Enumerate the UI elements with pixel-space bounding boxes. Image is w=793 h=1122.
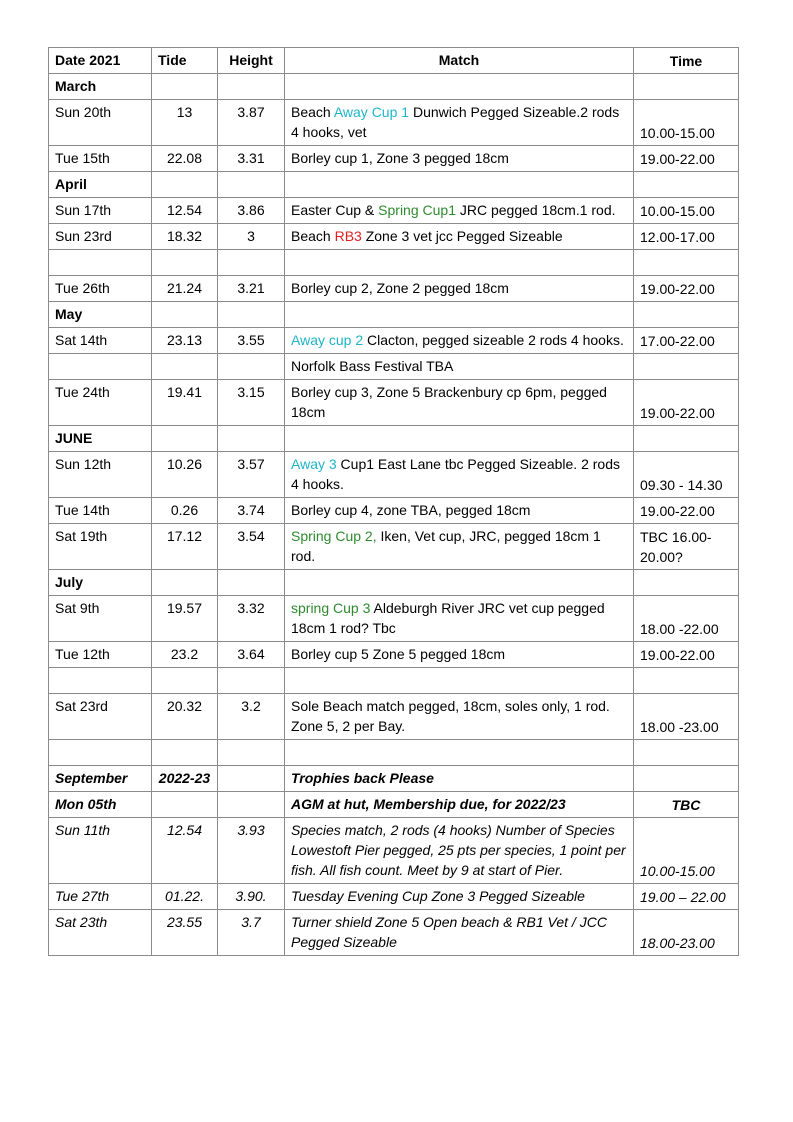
match-cell — [285, 766, 634, 792]
match-cell — [285, 74, 634, 100]
tide-cell — [152, 354, 218, 380]
tide-cell: 23.13 — [152, 328, 218, 354]
cup-highlight: RB3 — [334, 228, 362, 244]
time-cell — [634, 426, 739, 452]
match-text: Borley cup 5 Zone 5 pegged 18cm — [291, 646, 506, 662]
height-cell — [218, 426, 285, 452]
tide-cell: 23.2 — [152, 642, 218, 668]
match-text: Borley cup 3, Zone 5 Brackenbury cp 6pm, pegged 18cm — [291, 384, 607, 420]
height-cell — [218, 570, 285, 596]
fixture-row — [49, 884, 739, 910]
date-cell: Sat 9th — [49, 596, 152, 642]
match-cell — [285, 818, 634, 884]
match-text: Borley cup 4, zone TBA, pegged 18cm — [291, 502, 531, 518]
height-cell: 3.93 — [218, 818, 285, 884]
match-cell — [285, 198, 634, 224]
time-cell: 19.00-22.00 — [634, 276, 739, 302]
date-cell: Tue 27th — [49, 884, 152, 910]
fixture-row — [49, 198, 739, 224]
match-cell — [285, 694, 634, 740]
height-cell: 3.31 — [218, 146, 285, 172]
height-cell: 3.90. — [218, 884, 285, 910]
tide-cell: 19.41 — [152, 380, 218, 426]
time-cell: 19.00-22.00 — [634, 642, 739, 668]
fixture-row — [49, 766, 739, 792]
match-cell — [285, 740, 634, 766]
match-text: Iken, Vet cup, JRC, pegged 18cm 1 rod. — [291, 528, 601, 564]
tide-cell — [152, 74, 218, 100]
date-cell: Tue 24th — [49, 380, 152, 426]
fixture-row — [49, 792, 739, 818]
tide-cell: 01.22. — [152, 884, 218, 910]
cup-highlight: Away cup 2 — [291, 332, 364, 348]
time-cell — [634, 302, 739, 328]
cup-highlight: spring Cup 3 — [291, 600, 371, 616]
time-cell: 17.00-22.00 — [634, 328, 739, 354]
match-text: Turner shield Zone 5 Open beach & RB1 Vet / JCC Pegged Sizeable — [291, 914, 607, 950]
date-cell: Sun 17th — [49, 198, 152, 224]
header-match: Match — [285, 48, 634, 74]
time-cell — [634, 250, 739, 276]
date-cell: Tue 14th — [49, 498, 152, 524]
height-cell — [218, 766, 285, 792]
header-row — [49, 48, 739, 74]
height-cell — [218, 250, 285, 276]
month-section-row — [49, 426, 739, 452]
time-cell: TBC 16.00-20.00? — [634, 524, 739, 570]
time-cell: 19.00-22.00 — [634, 380, 739, 426]
tide-cell: 18.32 — [152, 224, 218, 250]
match-text: Cup1 East Lane tbc Pegged Sizeable. 2 rods 4 hooks. — [291, 456, 620, 492]
time-cell: TBC — [634, 792, 739, 818]
time-cell — [634, 172, 739, 198]
date-cell: Tue 15th — [49, 146, 152, 172]
match-cell — [285, 668, 634, 694]
date-cell: Tue 12th — [49, 642, 152, 668]
month-label: JUNE — [49, 426, 152, 452]
height-cell: 3.21 — [218, 276, 285, 302]
height-cell — [218, 792, 285, 818]
time-cell: 18.00 -23.00 — [634, 694, 739, 740]
height-cell: 3.57 — [218, 452, 285, 498]
height-cell: 3.15 — [218, 380, 285, 426]
date-cell: Sun 12th — [49, 452, 152, 498]
time-cell — [634, 74, 739, 100]
height-cell: 3.87 — [218, 100, 285, 146]
date-cell: Sat 19th — [49, 524, 152, 570]
tide-cell — [152, 426, 218, 452]
time-cell: 12.00-17.00 — [634, 224, 739, 250]
month-label: July — [49, 570, 152, 596]
date-cell: Sat 23th — [49, 910, 152, 956]
header-date: Date 2021 — [49, 48, 152, 74]
date-cell: Sun 23rd — [49, 224, 152, 250]
time-cell — [634, 570, 739, 596]
time-cell — [634, 354, 739, 380]
tide-cell: 22.08 — [152, 146, 218, 172]
month-section-row — [49, 570, 739, 596]
cup-highlight: Spring Cup 2, — [291, 528, 377, 544]
height-cell: 3.86 — [218, 198, 285, 224]
date-cell — [49, 740, 152, 766]
tide-cell — [152, 172, 218, 198]
fixture-row — [49, 694, 739, 740]
fixture-row — [49, 100, 739, 146]
header-tide: Tide — [152, 48, 218, 74]
time-cell — [634, 766, 739, 792]
tide-cell: 10.26 — [152, 452, 218, 498]
tide-cell: 23.55 — [152, 910, 218, 956]
match-cell — [285, 250, 634, 276]
month-section-row — [49, 302, 739, 328]
date-cell — [49, 354, 152, 380]
fixtures-table — [48, 47, 739, 956]
date-cell — [49, 250, 152, 276]
header-time: Time — [634, 48, 739, 74]
match-cell — [285, 354, 634, 380]
tide-cell: 12.54 — [152, 198, 218, 224]
match-text: Beach — [291, 228, 335, 244]
match-cell — [285, 570, 634, 596]
fixture-row — [49, 498, 739, 524]
time-cell: 19.00-22.00 — [634, 146, 739, 172]
height-cell — [218, 302, 285, 328]
match-text: Trophies back Please — [291, 770, 434, 786]
match-cell — [285, 146, 634, 172]
tide-cell: 2022-23 — [152, 766, 218, 792]
time-cell: 18.00-23.00 — [634, 910, 739, 956]
tide-cell: 0.26 — [152, 498, 218, 524]
height-cell — [218, 354, 285, 380]
date-cell — [49, 668, 152, 694]
cup-highlight: Spring Cup1 — [378, 202, 456, 218]
tide-cell — [152, 668, 218, 694]
match-cell — [285, 524, 634, 570]
date-cell: Mon 05th — [49, 792, 152, 818]
header-height: Height — [218, 48, 285, 74]
fixture-row — [49, 818, 739, 884]
height-cell: 3.32 — [218, 596, 285, 642]
height-cell: 3.55 — [218, 328, 285, 354]
tide-cell: 19.57 — [152, 596, 218, 642]
time-cell: 09.30 - 14.30 — [634, 452, 739, 498]
match-cell — [285, 276, 634, 302]
time-cell — [634, 740, 739, 766]
match-cell — [285, 498, 634, 524]
time-cell: 18.00 -22.00 — [634, 596, 739, 642]
time-cell — [634, 668, 739, 694]
match-text: Clacton, pegged sizeable 2 rods 4 hooks. — [363, 332, 624, 348]
date-cell: Sat 14th — [49, 328, 152, 354]
height-cell — [218, 74, 285, 100]
cup-highlight: Away 3 — [291, 456, 337, 472]
date-cell: Tue 26th — [49, 276, 152, 302]
month-label: April — [49, 172, 152, 198]
time-cell: 19.00-22.00 — [634, 498, 739, 524]
blank-row — [49, 250, 739, 276]
match-text: Tuesday Evening Cup Zone 3 Pegged Sizeable — [291, 888, 585, 904]
time-cell: 19.00 – 22.00 — [634, 884, 739, 910]
tide-cell: 12.54 — [152, 818, 218, 884]
match-text: Sole Beach match pegged, 18cm, soles only, 1 rod. Zone 5, 2 per Bay. — [291, 698, 610, 734]
time-cell: 10.00-15.00 — [634, 100, 739, 146]
match-cell — [285, 172, 634, 198]
tide-cell: 17.12 — [152, 524, 218, 570]
fixture-row — [49, 452, 739, 498]
month-section-row — [49, 172, 739, 198]
height-cell: 3.7 — [218, 910, 285, 956]
date-cell: Sun 11th — [49, 818, 152, 884]
match-text: Borley cup 2, Zone 2 pegged 18cm — [291, 280, 509, 296]
tide-cell: 21.24 — [152, 276, 218, 302]
tide-cell — [152, 570, 218, 596]
fixture-row — [49, 524, 739, 570]
date-cell: Sun 20th — [49, 100, 152, 146]
match-cell — [285, 426, 634, 452]
match-text: Borley cup 1, Zone 3 pegged 18cm — [291, 150, 509, 166]
match-text: Species match, 2 rods (4 hooks) Number of Species Lowestoft Pier pegged, 25 pts per species, 1 point per fish. All fish count. Meet by 9 at start of Pier. — [291, 822, 626, 878]
match-cell — [285, 884, 634, 910]
match-cell — [285, 596, 634, 642]
match-text: Aldeburgh River JRC vet cup pegged 18cm 1 rod? Tbc — [291, 600, 605, 636]
match-cell — [285, 452, 634, 498]
match-cell — [285, 380, 634, 426]
tide-cell — [152, 302, 218, 328]
fixture-row — [49, 642, 739, 668]
month-label: March — [49, 74, 152, 100]
match-cell — [285, 328, 634, 354]
month-label: May — [49, 302, 152, 328]
height-cell: 3 — [218, 224, 285, 250]
height-cell — [218, 740, 285, 766]
date-cell: September — [49, 766, 152, 792]
height-cell: 3.64 — [218, 642, 285, 668]
match-text: Easter Cup & — [291, 202, 379, 218]
fixture-row — [49, 328, 739, 354]
match-text: Dunwich Pegged Sizeable.2 rods 4 hooks, vet — [291, 104, 620, 140]
match-text: Norfolk Bass Festival TBA — [291, 358, 454, 374]
height-cell: 3.54 — [218, 524, 285, 570]
height-cell: 3.74 — [218, 498, 285, 524]
match-cell — [285, 224, 634, 250]
match-text: Zone 3 vet jcc Pegged Sizeable — [361, 228, 563, 244]
tide-cell — [152, 740, 218, 766]
date-cell: Sat 23rd — [49, 694, 152, 740]
match-cell — [285, 910, 634, 956]
match-cell — [285, 100, 634, 146]
height-cell — [218, 172, 285, 198]
match-text: AGM at hut, Membership due, for 2022/23 — [291, 796, 566, 812]
time-cell: 10.00-15.00 — [634, 818, 739, 884]
fixture-row — [49, 354, 739, 380]
cup-highlight: Away Cup 1 — [333, 104, 410, 120]
fixture-row — [49, 224, 739, 250]
height-cell — [218, 668, 285, 694]
fixture-row — [49, 380, 739, 426]
fixture-row — [49, 146, 739, 172]
month-section-row — [49, 74, 739, 100]
match-cell — [285, 302, 634, 328]
time-cell: 10.00-15.00 — [634, 198, 739, 224]
height-cell: 3.2 — [218, 694, 285, 740]
blank-row — [49, 668, 739, 694]
match-text: Beach — [291, 104, 334, 120]
match-text: JRC pegged 18cm.1 rod. — [455, 202, 616, 218]
fixture-row — [49, 276, 739, 302]
tide-cell: 13 — [152, 100, 218, 146]
fixture-row — [49, 596, 739, 642]
tide-cell — [152, 250, 218, 276]
fixtures-body — [49, 74, 739, 956]
tide-cell — [152, 792, 218, 818]
fixture-row — [49, 910, 739, 956]
match-cell — [285, 792, 634, 818]
tide-cell: 20.32 — [152, 694, 218, 740]
match-cell — [285, 642, 634, 668]
blank-row — [49, 740, 739, 766]
